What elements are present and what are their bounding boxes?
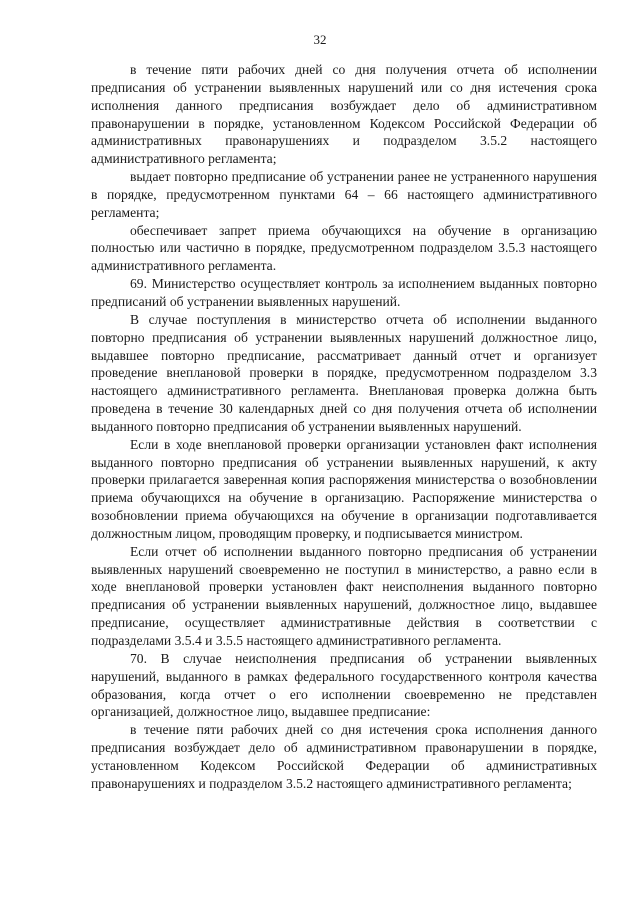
page-number: 32 <box>313 32 327 47</box>
paragraph: в течение пяти рабочих дней со дня получения отчета об исполнении предписания об устранении выявленных нарушений или со дня истечения срока исполнения данного предписания возбуждает дело об административном правонарушении в порядке, установленном Кодексом Российской Федерации об административных правонарушениях и подразделом 3.5.2 настоящего административного регламента; <box>91 62 597 167</box>
paragraph: Если отчет об исполнении выданного повторно предписания об устранении выявленных нарушений своевременно не поступил в министерство, а равно если в ходе внеплановой проверки установлен факт неисполнения выданного повторно предписания об устранении выявленных нарушений, должностное лицо, выдавшее предписание, осуществляет административные действия в соответствии с подразделами 3.5.4 и 3.5.5 настоящего административного регламента. <box>91 543 597 648</box>
paragraph: 70. В случае неисполнения предписания об устранении выявленных нарушений, выданного в рамках федерального государственного контроля качества образования, когда отчет о его исполнении своевременно не представлен организацией, должностное лицо, выдавшее предписание: <box>91 650 597 720</box>
document-body <box>91 61 597 793</box>
paragraph: обеспечивает запрет приема обучающихся на обучение в организацию полностью или частично в порядке, предусмотренном подразделом 3.5.3 настоящего административного регламента. <box>91 222 597 274</box>
paragraph: в течение пяти рабочих дней со дня истечения срока исполнения данного предписания возбуждает дело об административном правонарушении в порядке, установленном Кодексом Российской Федерации об административных правонарушениях и подразделом 3.5.2 настоящего административного регламента; <box>91 722 597 791</box>
paragraph: выдает повторно предписание об устранении ранее не устраненного нарушения в порядке, предусмотренном пунктами 64 – 66 настоящего административного регламента; <box>91 169 597 220</box>
paragraph: В случае поступления в министерство отчета об исполнении выданного повторно предписания об устранении выявленных нарушений должностное лицо, выдавшее повторно предписание, рассматривает данный отчет и организует проведение внеплановой проверки в порядке, предусмотренном подразделом 3.3 настоящего административного регламента. Внеплановая проверка должна быть проведена в течение 30 календарных дней со дня получения отчета об исполнении выданного повторно предписания об устранении выявленных нарушений. <box>91 311 597 434</box>
paragraph: Если в ходе внеплановой проверки организации установлен факт исполнения выданного повторно предписания об устранении выявленных нарушений, к акту проверки прилагается заверенная копия распоряжения министерства о возобновлении приема обучающихся на обучение в организацию. Распоряжение министерства о возобновлении приема обучающихся на обучение в организации подготавливается должностным лицом, проводящим проверку, и подписывается министром. <box>91 436 597 541</box>
paragraph: 69. Министерство осуществляет контроль за исполнением выданных повторно предписаний об устранении выявленных нарушений. <box>91 276 597 309</box>
